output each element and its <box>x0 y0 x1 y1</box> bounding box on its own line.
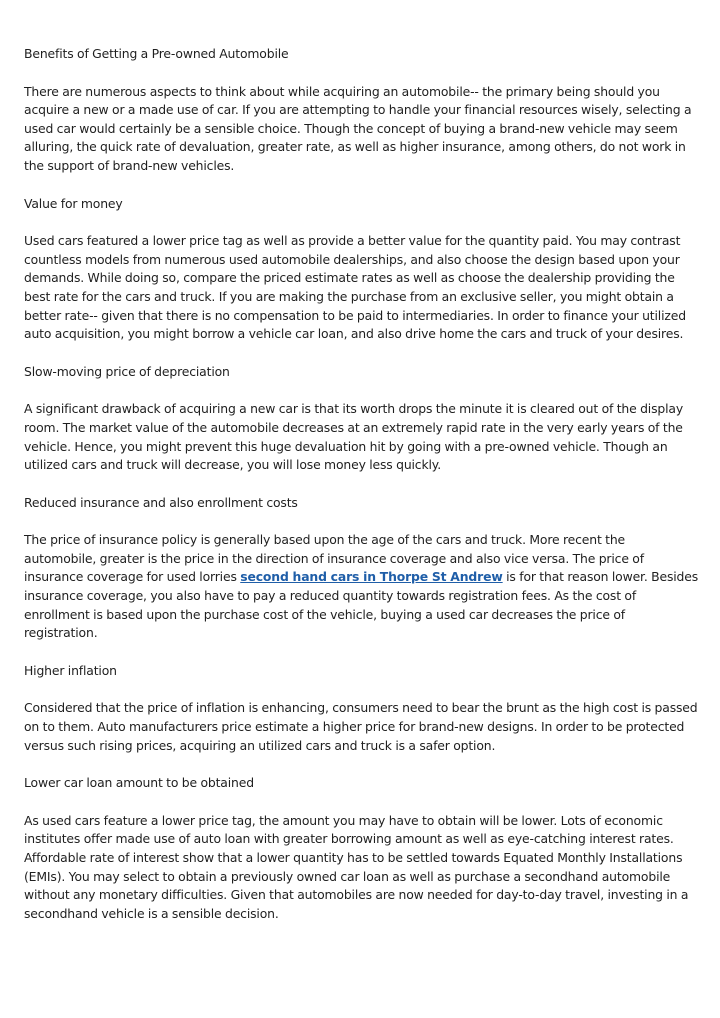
paragraph-insurance <box>24 531 700 643</box>
paragraph-inflation: Considered that the price of inflation is enhancing, consumers need to bear the brunt as the high cost is passed on to them. Auto manufacturers price estimate a higher price for brand-new designs. In order to be protected versus such rising prices, acquiring an utilized cars and truck is a safer option. <box>24 700 698 753</box>
paragraph-value: Used cars featured a lower price tag as well as provide a better value for the quantity paid. You may contrast countless models from numerous used automobile dealerships, and also choose the design based upon your demands. While doing so, compare the priced estimate rates as well as choose the dealership providing the best rate for the cars and truck. If you are making the purchase from an exclusive seller, you might obtain a better rate-- given that there is no compensation to be paid to intermediaries. In order to finance your utilized auto acquisition, you might borrow a vehicle car loan, and also drive home the cars and truck of your desires. <box>24 233 686 342</box>
paragraph-car-loan: As used cars feature a lower price tag, the amount you may have to obtain will be lower. Lots of economic institutes offer made use of auto loan with greater borrowing amount as well as eye-catching interest rates. Affordable rate of interest show that a lower quantity has to be settled towards Equated Monthly Installations (EMIs). You may select to obtain a previously owned car loan as well as purchase a secondhand automobile without any monetary difficulties. Given that automobiles are now needed for day-to-day travel, investing in a secondhand vehicle is a sensible decision. <box>24 812 689 921</box>
section-heading-depreciation: Slow-moving price of depreciation <box>24 363 230 379</box>
section-heading-insurance: Reduced insurance and also enrollment costs <box>24 494 298 510</box>
section-heading-benefits: Benefits of Getting a Pre-owned Automobile <box>24 46 289 61</box>
section-heading-value: Value for money <box>24 195 123 211</box>
paragraph-insurance-text-after: is for that reason lower. Besides insurance coverage, you also have to pay a reduced quantity towards registration fees. As the cost of enrollment is based upon the purchase cost of the vehicle, buying a used car decreases the price of registration. <box>24 569 699 641</box>
article <box>24 45 700 942</box>
section-heading-car-loan: Lower car loan amount to be obtained <box>24 775 254 791</box>
paragraph-insurance-text-before: The price of insurance policy is generally based upon the age of the cars and truck. More recent the automobile, greater is the price in the direction of insurance coverage and also vice versa. The price of insurance coverage for used lorries <box>24 532 644 585</box>
paragraph-benefits: There are numerous aspects to think about while acquiring an automobile-- the primary being should you acquire a new or a made use of car. If you are attempting to handle your financial resources wisely, selecting a used car would certainly be a sensible choice. Though the concept of buying a brand-new vehicle may seem alluring, the quick rate of devaluation, greater rate, as well as higher insurance, among others, do not work in the support of brand-new vehicles. <box>24 83 692 173</box>
second-hand-cars-link[interactable]: second hand cars in Thorpe St Andrew <box>240 569 503 585</box>
paragraph-depreciation: A significant drawback of acquiring a new car is that its worth drops the minute it is cleared out of the display room. The market value of the automobile decreases at an extremely rapid rate in the very early years of the vehicle. Hence, you might prevent this huge devaluation hit by going with a pre-owned vehicle. Though an utilized cars and truck will decrease, you will lose money less quickly. <box>24 401 684 473</box>
section-heading-inflation: Higher inflation <box>24 662 117 678</box>
